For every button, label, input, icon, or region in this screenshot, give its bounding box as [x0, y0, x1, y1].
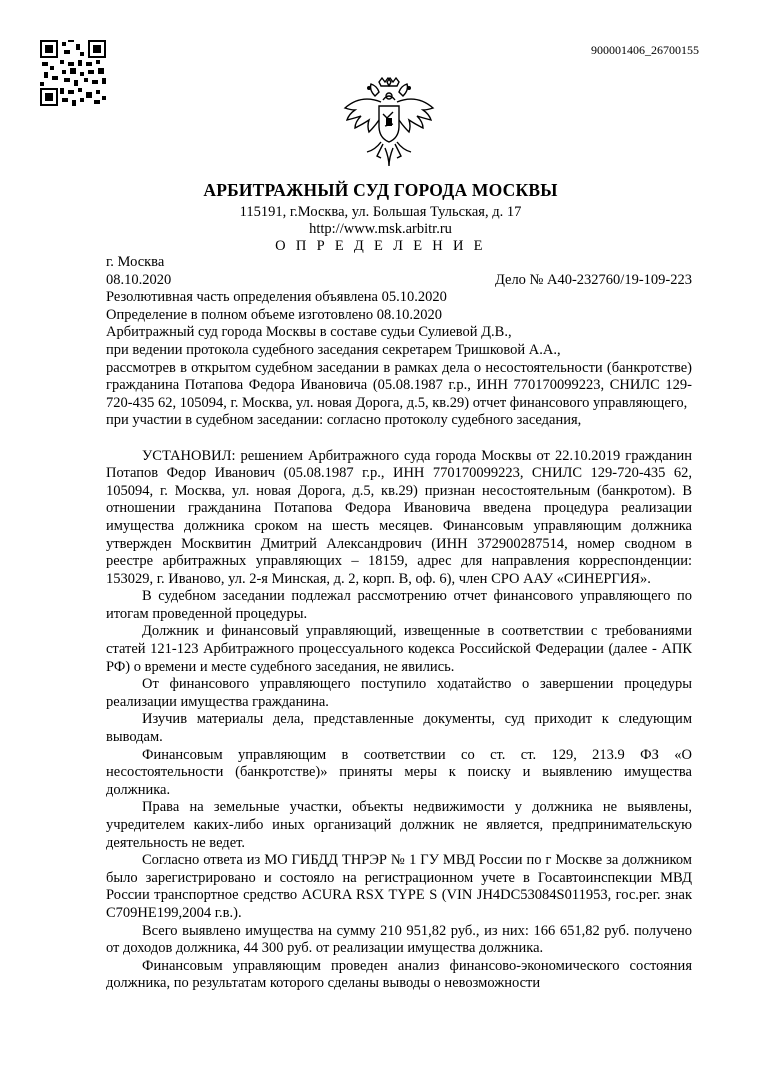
city: г. Москва	[106, 254, 165, 270]
paragraph: Изучив материалы дела, представленные документы, суд приходит к следующим выводам.	[106, 711, 692, 746]
paragraph: Всего выявлено имущества на сумму 210 951,82 руб., из них: 166 651,82 руб. получено от доходов должника, 44 300 руб. от реализации имущества должника.	[106, 922, 692, 957]
coat-of-arms-icon	[339, 76, 439, 172]
decision-date: 08.10.2020	[106, 271, 172, 288]
court-address: 115191, г.Москва, ул. Большая Тульская, д. 17	[239, 204, 522, 220]
paragraph: Права на земельные участки, объекты недвижимости у должника не выявлены, учредителем каких-либо иных организаций должник не является, предпринимательскую деятельность не ведет.	[106, 799, 692, 851]
paragraph: Финансовым управляющим проведен анализ финансово-экономического состояния должника, по результатам которого сделаны выводы о невозможности	[106, 957, 692, 992]
full-text-date-line: Определение в полном объеме изготовлено 08.10.2020	[106, 306, 443, 323]
court-website-link[interactable]: http://www.msk.arbitr.ru	[309, 221, 452, 237]
document-title: О П Р Е Д Е Л Е Н И Е	[275, 238, 486, 254]
paragraph: От финансового управляющего поступило ходатайство о завершении процедуры реализации имущества гражданина.	[106, 676, 692, 710]
document-id: 900001406_26700155	[591, 43, 699, 57]
intro-line: Арбитражный суд города Москвы в составе судьи Сулиевой Д.В.,	[106, 324, 512, 341]
intro-line: при участии в судебном заседании: согласно протоколу судебного заседания,	[106, 412, 582, 429]
document-body	[106, 254, 692, 993]
resolutive-date-line: Резолютивная часть определения объявлена 05.10.2020	[106, 289, 447, 306]
case-number: Дело № А40-232760/19-109-223	[494, 271, 692, 288]
spacer	[106, 430, 692, 448]
intro-line: при ведении протокола судебного заседания секретарем Тришковой А.А.,	[106, 341, 561, 358]
intro-line: рассмотрев в открытом судебном заседании в рамках дела о несостоятельности (банкротстве) гражданина Потапова Федора Ивановича (05.08.1987 г.р., ИНН 770170099223, СНИЛС 129-720-435 62, 105094, г. Москва, ул. новая Дорога, д.5, кв.29) отчет финансового управляющего,	[106, 359, 692, 411]
paragraph: Согласно ответа из МО ГИБДД ТНРЭР № 1 ГУ МВД России по г Москве за должником было зарегистрировано и состояло на регистрационном учете в Госавтоинспекции МВД России транспортное средство ACURA RSX TYPE S (VIN JH4DC53084S011953, гос.рег. знак С709НЕ199,2004 г.в.).	[106, 852, 692, 921]
court-name: АРБИТРАЖНЫЙ СУД ГОРОДА МОСКВЫ	[203, 180, 558, 200]
qr-code-icon	[40, 40, 106, 106]
paragraph: УСТАНОВИЛ: решением Арбитражного суда города Москвы от 22.10.2019 гражданин Потапов Федор Иванович (05.08.1987 г.р., ИНН 770170099223, СНИЛС 129-720-435 62, 105094, г. Москва, ул. новая Дорога, д.5, кв.29) признан несостоятельным (банкротом). В отношении гражданина Потапова Федора Ивановича введена процедура реализации имущества должника сроком на шесть месяцев. Финансовым управляющим должника утвержден Москвитин Дмитрий Александрович (ИНН 372900287514, номер сводном в реестре арбитражных управляющих – 18159, адрес для направления корреспонденции: 153029, г. Иваново, ул. 2-я Минская, д. 2, корп. В, оф. 6), член СРО ААУ «СИНЕРГИЯ».	[106, 447, 692, 587]
paragraph: Должник и финансовый управляющий, извещенные в соответствии с требованиями статей 121-123 Арбитражного процессуального кодекса Российской Федерации (далее - АПК РФ) о времени и месте судебного заседания, не явились.	[106, 623, 692, 675]
paragraph: Финансовым управляющим в соответствии со ст. ст. 129, 213.9 ФЗ «О несостоятельности (банкротстве)» приняты меры к поиску и выявлению имущества должника.	[106, 746, 692, 798]
paragraph: В судебном заседании подлежал рассмотрению отчет финансового управляющего по итогам проведенной процедуры.	[106, 588, 692, 622]
date-case-row	[106, 272, 692, 290]
